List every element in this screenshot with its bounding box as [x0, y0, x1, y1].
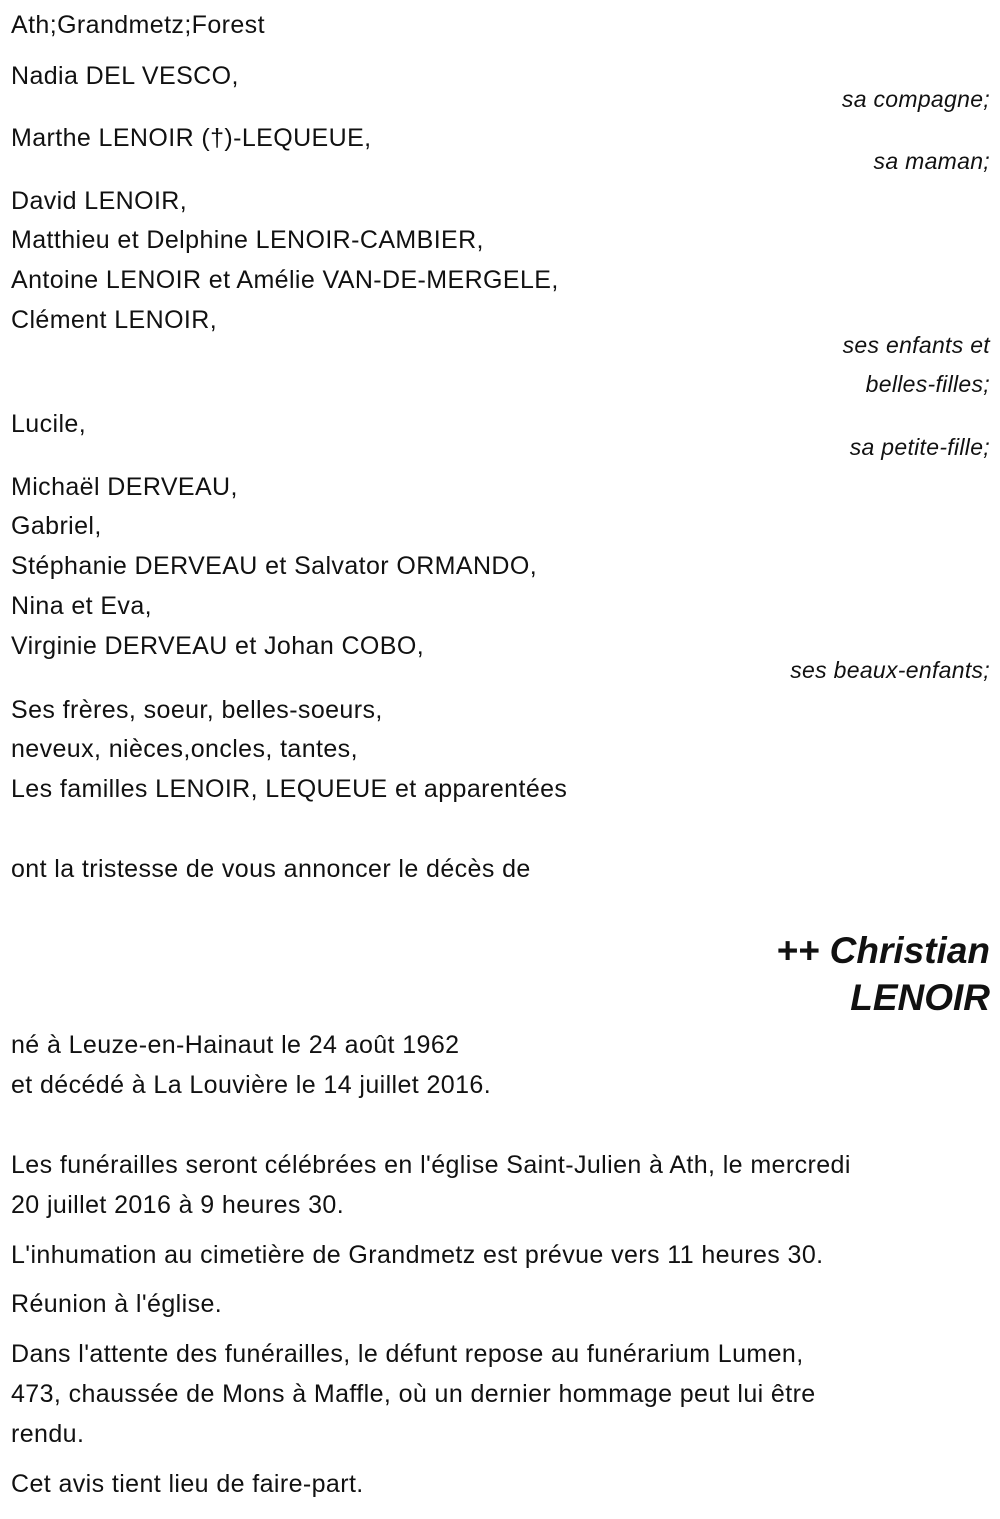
partner-name: Nadia DEL VESCO,: [11, 62, 239, 90]
stepchild-name: Stéphanie DERVEAU et Salvator ORMANDO,: [11, 552, 538, 580]
granddaughter-relation: sa petite-fille;: [849, 434, 990, 460]
locations-header: Ath;Grandmetz;Forest: [11, 11, 265, 39]
children-relation: ses enfants et: [842, 332, 990, 358]
death-info: et décédé à La Louvière le 14 juillet 2016.: [11, 1071, 492, 1099]
stepchild-name: Virginie DERVEAU et Johan COBO,: [11, 632, 425, 660]
mother-name: Marthe LENOIR (†)-LEQUEUE,: [11, 124, 372, 152]
other-family: Les familles LENOIR, LEQUEUE et apparentées: [11, 775, 568, 803]
viewing-info: Dans l'attente des funérailles, le défunt repose au funérarium Lumen,: [11, 1340, 804, 1368]
funeral-info: Les funérailles seront célébrées en l'église Saint-Julien à Ath, le mercredi: [11, 1151, 851, 1179]
stepchildren-relation: ses beaux-enfants;: [790, 657, 990, 683]
deceased-first-name: ++ Christian: [776, 930, 990, 971]
child-name: Matthieu et Delphine LENOIR-CAMBIER,: [11, 226, 484, 254]
viewing-info: rendu.: [11, 1420, 85, 1448]
stepchild-name: Gabriel,: [11, 512, 102, 540]
burial-info: L'inhumation au cimetière de Grandmetz est prévue vers 11 heures 30.: [11, 1241, 824, 1269]
children-relation: belles-filles;: [865, 371, 990, 397]
other-family: Ses frères, soeur, belles-soeurs,: [11, 696, 383, 724]
child-name: Antoine LENOIR et Amélie VAN-DE-MERGELE,: [11, 266, 559, 294]
other-family: neveux, nièces,oncles, tantes,: [11, 735, 358, 763]
granddaughter-name: Lucile,: [11, 410, 87, 438]
stepchild-name: Michaël DERVEAU,: [11, 473, 238, 501]
child-name: David LENOIR,: [11, 187, 188, 215]
meeting-info: Réunion à l'église.: [11, 1290, 223, 1318]
announcement: ont la tristesse de vous annoncer le décès de: [11, 855, 531, 883]
stepchild-name: Nina et Eva,: [11, 592, 152, 620]
closing-note: Cet avis tient lieu de faire-part.: [11, 1470, 364, 1498]
deceased-last-name: LENOIR: [850, 977, 990, 1018]
partner-relation: sa compagne;: [841, 86, 990, 112]
funeral-info: 20 juillet 2016 à 9 heures 30.: [11, 1191, 345, 1219]
child-name: Clément LENOIR,: [11, 306, 218, 334]
mother-relation: sa maman;: [873, 148, 990, 174]
birth-info: né à Leuze-en-Hainaut le 24 août 1962: [11, 1031, 460, 1059]
viewing-info: 473, chaussée de Mons à Maffle, où un dernier hommage peut lui être: [11, 1380, 816, 1408]
